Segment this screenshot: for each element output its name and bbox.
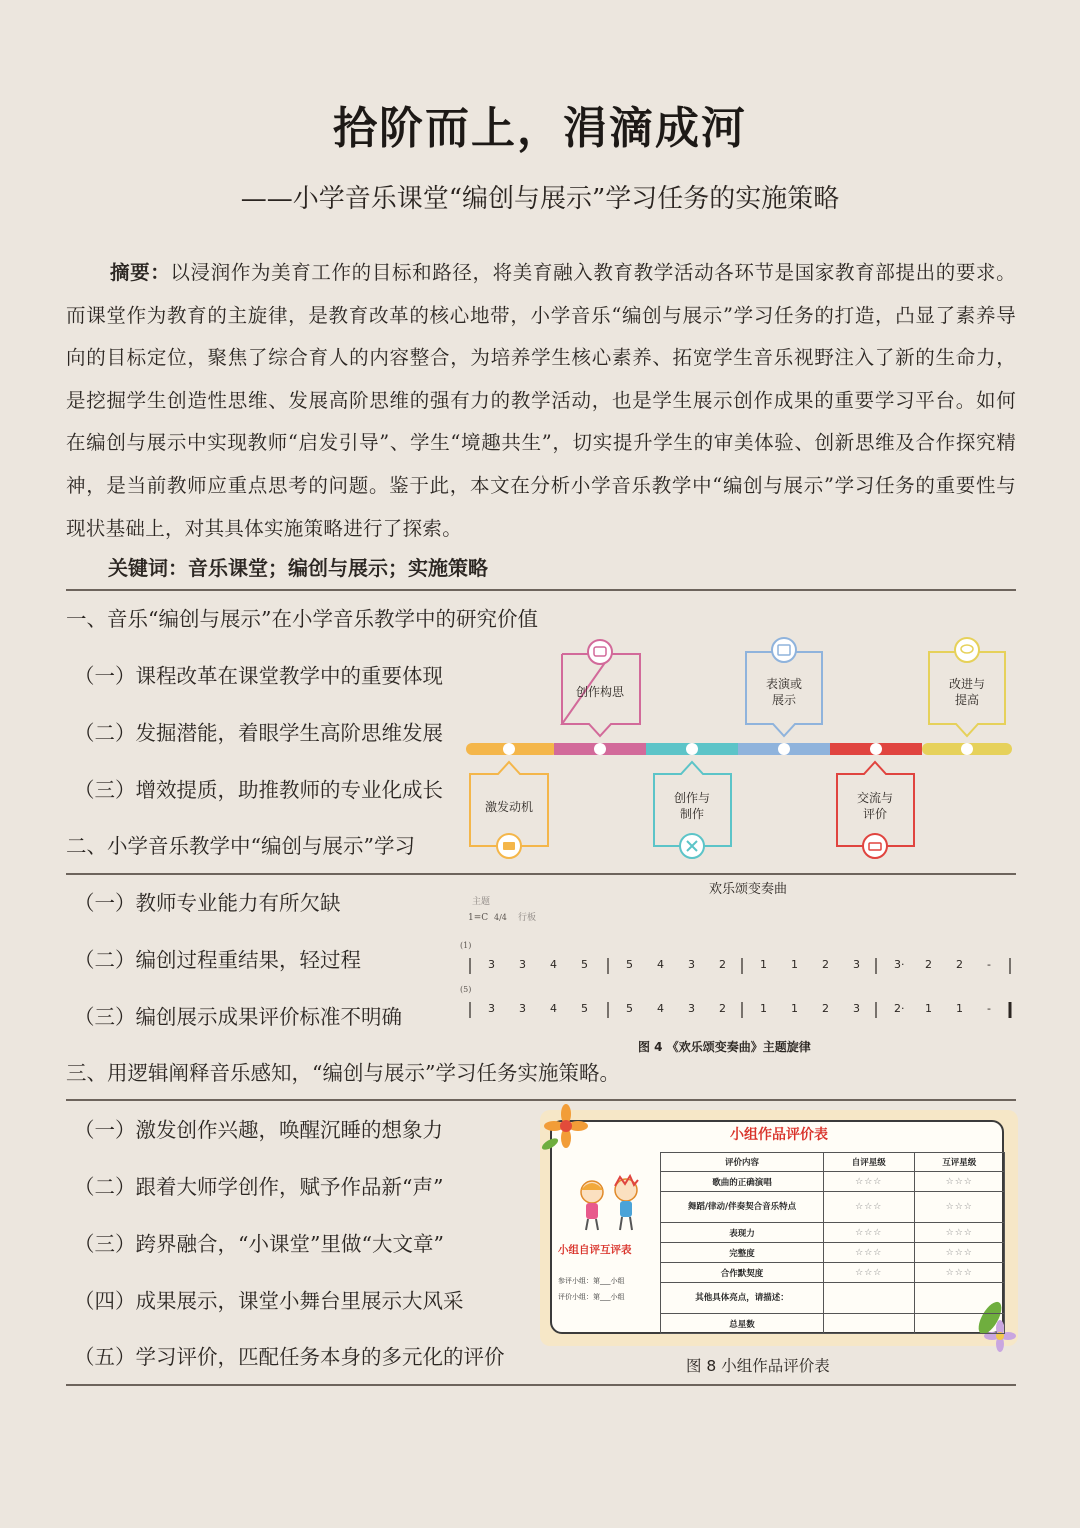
calendar-icon (772, 638, 796, 662)
article-subtitle: ——小学音乐课堂“编创与展示”学习任务的实施策略 (240, 184, 840, 214)
abstract-label: 摘要： (110, 261, 171, 284)
score-note: 5 (626, 958, 633, 971)
comment-icon (955, 638, 979, 662)
table-cell-peer: ☆☆☆ (914, 1243, 1004, 1263)
table-cell-self: ☆☆☆ (824, 1192, 914, 1223)
score-staff (458, 872, 1024, 1062)
score-note: 1 (760, 958, 767, 971)
band-dot-2 (594, 743, 606, 755)
score-note: 4 (657, 1002, 664, 1015)
score-note: 2· (894, 1002, 905, 1015)
step-top-1 (562, 640, 640, 736)
score-note: 2 (925, 958, 932, 971)
score-meter: 4/4 (494, 913, 507, 922)
section-3-heading: 三、用逻辑阐释音乐感知，“编创与展示”学习任务实施策略。 (66, 1061, 620, 1085)
score-tempo: 行板 (518, 913, 537, 923)
score-note: 3 (488, 1002, 495, 1015)
score-note: 3 (853, 1002, 860, 1015)
score-note: 1 (760, 1002, 767, 1015)
step-bottom-1-label: 激发动机 (484, 800, 534, 814)
score-note: 2 (956, 958, 963, 971)
score-note: 1 (925, 1002, 932, 1015)
score-note: 4 (550, 958, 557, 971)
table-row (661, 1223, 1005, 1243)
step-top-3-label-2: 提高 (954, 693, 980, 707)
table-row (661, 1263, 1005, 1283)
timeline-band (466, 743, 1012, 755)
score-note: 3 (853, 958, 860, 971)
table-cell-peer (914, 1314, 1004, 1334)
table-cell-self (824, 1283, 914, 1314)
score-note: 4 (550, 1002, 557, 1015)
table-cell-self: ☆☆☆ (824, 1243, 914, 1263)
score-note: - (987, 1002, 991, 1015)
score-line-1 (470, 958, 1010, 974)
table-header-self: 自评星级 (824, 1153, 914, 1172)
score-title: 欢乐颂变奏曲 (708, 882, 787, 897)
section-1-item-2: （二）发掘潜能，着眼学生高阶思维发展 (74, 721, 443, 745)
evaluation-card-title: 小组作品评价表 (730, 1127, 828, 1143)
score-key: 1=C (468, 913, 489, 923)
section-3-item-5: （五）学习评价，匹配任务本身的多元化的评价 (74, 1345, 505, 1369)
step-bottom-2-label-2: 制作 (679, 807, 705, 821)
table-cell-peer: ☆☆☆ (914, 1223, 1004, 1243)
table-cell-self (824, 1314, 914, 1334)
step-top-2 (746, 638, 822, 736)
table-cell-item: 总星数 (661, 1314, 824, 1334)
section-3-item-2: （二）跟着大师学创作，赋予作品新“声” (74, 1175, 444, 1199)
score-theme-label: 主题 (472, 897, 491, 907)
table-header-row (661, 1153, 1005, 1172)
score-line-1-number: (1) (460, 941, 472, 950)
score-note: 3 (488, 958, 495, 971)
table-row (661, 1283, 1005, 1314)
evaluation-side-line-1: 参评小组：第___小组 (558, 1277, 625, 1285)
divider-4 (66, 1384, 1016, 1386)
section-1-item-3: （三）增效提质，助推教师的专业化成长 (74, 778, 443, 802)
score-note: 1 (956, 1002, 963, 1015)
score-note: 3 (688, 958, 695, 971)
divider-1 (66, 589, 1016, 591)
score-note: 3· (894, 958, 905, 971)
table-cell-item: 歌曲的正确演唱 (661, 1172, 824, 1192)
evaluation-card (540, 1110, 1018, 1346)
band-dot-3 (686, 743, 698, 755)
process-timeline (458, 632, 1024, 864)
table-row (661, 1172, 1005, 1192)
table-cell-item: 舞蹈/律动/伴奏契合音乐特点 (661, 1192, 824, 1223)
table-cell-self: ☆☆☆ (824, 1223, 914, 1243)
section-2-item-3: （三）编创展示成果评价标准不明确 (74, 1005, 402, 1029)
printer-icon (863, 834, 887, 858)
section-3-item-3: （三）跨界融合，“小课堂”里做“大文章” (74, 1232, 444, 1256)
section-3-item-1: （一）激发创作兴趣，唤醒沉睡的想象力 (74, 1118, 443, 1142)
score-note: 5 (626, 1002, 633, 1015)
chat-icon (588, 640, 612, 664)
keywords-line (108, 552, 488, 584)
table-row (661, 1314, 1005, 1334)
step-top-2-label-2: 展示 (771, 693, 797, 707)
table-cell-peer (914, 1283, 1004, 1314)
evaluation-caption: 图 8 小组作品评价表 (686, 1357, 830, 1375)
step-top-2-label-1: 表演或 (765, 677, 803, 691)
band-dot-5 (870, 743, 882, 755)
evaluation-side-title: 小组自评互评表 (558, 1244, 632, 1256)
score-note: 3 (519, 1002, 526, 1015)
section-2-heading: 二、小学音乐教学中“编创与展示”学习 (66, 834, 415, 858)
section-2-item-1: （一）教师专业能力有所欠缺 (74, 891, 341, 915)
section-3-item-4: （四）成果展示，课堂小舞台里展示大风采 (74, 1289, 464, 1313)
table-cell-item: 其他具体亮点，请描述： (661, 1283, 824, 1314)
score-figure (458, 872, 1024, 1062)
score-note: 2 (719, 958, 726, 971)
table-cell-peer: ☆☆☆ (914, 1192, 1004, 1223)
section-1-item-1: （一）课程改革在课堂教学中的重要体现 (74, 664, 443, 688)
article-title: 拾阶而上，涓滴成河 (333, 103, 747, 154)
table-row (661, 1243, 1005, 1263)
score-line-2-number: (5) (460, 985, 472, 994)
step-bottom-2 (654, 762, 731, 858)
abstract-text: 以浸润作为美育工作的目标和路径，将美育融入教育教学活动各环节是国家教育部提出的要求。而课堂作为教育的主旋律，是教育改革的核心地带，小学音乐“编创与展示”学习任务的打造，凸显了素养导向的目标定位，聚焦了综合育人的内容整合，为培养学生核心素养、拓宽学生音乐视野注入了新的生命力，是挖掘学生创造性思维、发展高阶思维的强有力的教学活动，也是学生展示创作成果的重要学习平台。如何在编创与展示中实现教师“启发引导”、学生“境趣共生”，切实提升学生的审美体验、创新思维及合作探究精神，是当前教师应重点思考的问题。鉴于此，本文在分析小学音乐教学中“编创与展示”学习任务的重要性与现状基础上，对其具体实施策略进行了探索。 (66, 261, 1016, 540)
evaluation-table (660, 1152, 1005, 1334)
abstract-paragraph (66, 252, 1016, 550)
band-dot-1 (503, 743, 515, 755)
step-bottom-3-label-1: 交流与 (856, 791, 894, 805)
score-note: 2 (719, 1002, 726, 1015)
evaluation-side-line-2: 评价小组：第___小组 (558, 1293, 625, 1301)
score-note: - (987, 958, 991, 971)
score-note: 2 (822, 1002, 829, 1015)
step-bottom-2-label-1: 创作与 (673, 791, 711, 805)
table-cell-self: ☆☆☆ (824, 1263, 914, 1283)
table-cell-item: 完整度 (661, 1243, 824, 1263)
table-cell-item: 合作默契度 (661, 1263, 824, 1283)
table-cell-peer: ☆☆☆ (914, 1263, 1004, 1283)
keywords-label: 关键词： (108, 556, 188, 580)
table-cell-peer: ☆☆☆ (914, 1172, 1004, 1192)
score-caption: 图 4 《欢乐颂变奏曲》主题旋律 (638, 1040, 811, 1054)
score-note: 1 (791, 958, 798, 971)
table-header-item: 评价内容 (661, 1153, 824, 1172)
band-dot-4 (778, 743, 790, 755)
step-top-3-label-1: 改进与 (948, 677, 986, 691)
table-cell-item: 表现力 (661, 1223, 824, 1243)
score-note: 3 (688, 1002, 695, 1015)
keywords-text: 音乐课堂；编创与展示；实施策略 (188, 556, 488, 580)
table-cell-self: ☆☆☆ (824, 1172, 914, 1192)
band-dot-6 (961, 743, 973, 755)
step-top-3 (929, 638, 1005, 736)
section-2-item-2: （二）编创过程重结果，轻过程 (74, 948, 361, 972)
table-row (661, 1192, 1005, 1223)
step-bottom-1 (470, 762, 548, 858)
divider-3 (66, 1099, 1016, 1101)
score-note: 2 (822, 958, 829, 971)
score-note: 5 (581, 958, 588, 971)
step-bottom-3 (837, 762, 914, 858)
score-line-2 (470, 1002, 1010, 1018)
score-note: 1 (791, 1002, 798, 1015)
step-top-1-label: 创作构思 (575, 685, 625, 699)
score-note: 3 (519, 958, 526, 971)
step-bottom-3-label-2: 评价 (862, 807, 888, 821)
kids-illustration-icon (570, 1174, 650, 1234)
score-note: 5 (581, 1002, 588, 1015)
score-note: 4 (657, 958, 664, 971)
table-header-peer: 互评星级 (914, 1153, 1004, 1172)
section-1-heading: 一、音乐“编创与展示”在小学音乐教学中的研究价值 (66, 607, 538, 631)
